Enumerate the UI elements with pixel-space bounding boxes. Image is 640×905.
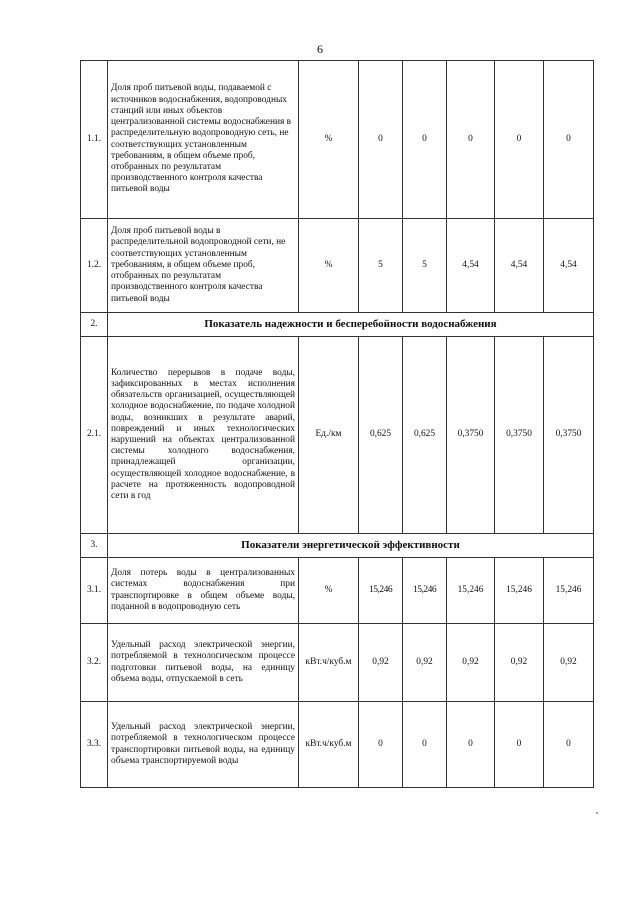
value-cell: 0 (359, 61, 403, 219)
value-cell: 5 (403, 219, 447, 313)
unit-cell: Ед./км (299, 337, 359, 534)
value-cell: 15,246 (495, 558, 544, 624)
value-cell: 0,3750 (495, 337, 544, 534)
section-number: 3. (81, 534, 108, 558)
value-cell: 0,92 (447, 624, 495, 702)
row-number: 1.2. (81, 219, 108, 313)
value-cell: 0,92 (359, 624, 403, 702)
row-number: 2.1. (81, 337, 108, 534)
scan-speck (596, 812, 598, 814)
table-row (81, 219, 594, 313)
indicator-description: Удельный расход электрической энергии, потребляемой в технологическом процессе подготовки питьевой воды, на единицу объема воды, отпускаемой в сеть (108, 624, 299, 702)
value-cell: 15,246 (359, 558, 403, 624)
indicator-description: Доля проб питьевой воды, подаваемой с источников водоснабжения, водопроводных станций или иных объектов централизованной системы водоснабжения в распределительную водопроводную сеть, не соответствующих установленным требованиям, в общем объеме проб, отобранных по результатам производственного контроля качества питьевой воды (108, 61, 299, 219)
value-cell: 0,92 (495, 624, 544, 702)
indicator-description: Доля потерь воды в централизованных системах водоснабжения при транспортировке в общем объеме воды, поданной в водопроводную сеть (108, 558, 299, 624)
value-cell: 5 (359, 219, 403, 313)
section-title: Показатели энергетической эффективности (108, 534, 594, 558)
section-title: Показатель надежности и бесперебойности водоснабжения (108, 313, 594, 337)
row-number: 3.1. (81, 558, 108, 624)
table-row (81, 337, 594, 534)
value-cell: 0,3750 (447, 337, 495, 534)
row-number: 3.2. (81, 624, 108, 702)
unit-cell: % (299, 61, 359, 219)
value-cell: 4,54 (495, 219, 544, 313)
value-cell: 15,246 (544, 558, 594, 624)
indicator-description: Количество перерывов в подаче воды, зафиксированных в местах исполнения обязательств организацией, осуществляющей холодное водоснабжение, по подаче холодной воды, возникших в результате аварий, повреждений и иных технологических нарушений на объектах централизованной системы холодного водоснабжения, принадлежащей организации, осуществляющей холодное водоснабжение, в расчете на протяженность водопроводной сети в год (108, 337, 299, 534)
indicator-description: Удельный расход электрической энергии, потребляемой в технологическом процессе транспортировки питьевой воды, на единицу объема транспортируемой воды (108, 702, 299, 788)
table-row (81, 558, 594, 624)
unit-cell: кВт.ч/куб.м (299, 624, 359, 702)
unit-cell: % (299, 219, 359, 313)
value-cell: 0,92 (544, 624, 594, 702)
value-cell: 0 (403, 702, 447, 788)
value-cell: 0,625 (359, 337, 403, 534)
value-cell: 0 (403, 61, 447, 219)
value-cell: 0 (544, 702, 594, 788)
value-cell: 0,625 (403, 337, 447, 534)
value-cell: 4,54 (544, 219, 594, 313)
indicator-description: Доля проб питьевой воды в распределительной водопроводной сети, не соответствующих установленным требованиям, в общем объеме проб, отобранных по результатам производственного контроля качества питьевой воды (108, 219, 299, 313)
value-cell: 15,246 (403, 558, 447, 624)
value-cell: 4,54 (447, 219, 495, 313)
table-row (81, 61, 594, 219)
indicators-table (80, 60, 594, 788)
table-row (81, 702, 594, 788)
value-cell: 0 (495, 702, 544, 788)
value-cell: 0 (495, 61, 544, 219)
section-number: 2. (81, 313, 108, 337)
table-row (81, 624, 594, 702)
value-cell: 0 (359, 702, 403, 788)
value-cell: 0 (447, 61, 495, 219)
unit-cell: кВт.ч/куб.м (299, 702, 359, 788)
value-cell: 15,246 (447, 558, 495, 624)
row-number: 1.1. (81, 61, 108, 219)
row-number: 3.3. (81, 702, 108, 788)
section-row (81, 534, 594, 558)
value-cell: 0,92 (403, 624, 447, 702)
page-number: 6 (317, 42, 323, 56)
unit-cell: % (299, 558, 359, 624)
value-cell: 0 (447, 702, 495, 788)
section-row (81, 313, 594, 337)
value-cell: 0,3750 (544, 337, 594, 534)
value-cell: 0 (544, 61, 594, 219)
